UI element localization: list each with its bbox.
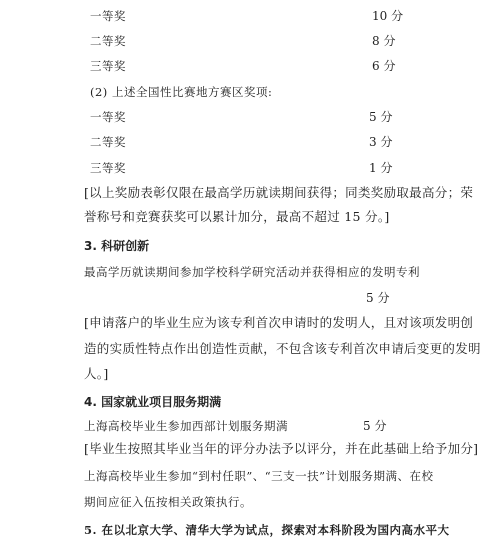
national-award-points: 8 分	[372, 34, 396, 48]
section-4-points: 5 分	[363, 419, 387, 433]
national-award-label: 三等奖	[90, 59, 126, 73]
section-5-line: 5. 在以北京大学、清华大学为试点，探索对本科阶段为国内高水平大	[84, 523, 450, 537]
section-3-note-line: 造的实质性特点作出创造性贡献，不包含该专利首次申请后变更的发明	[84, 341, 481, 356]
section-3-heading: 3. 科研创新	[84, 239, 150, 253]
national-award-label: 二等奖	[90, 34, 126, 48]
regional-award-label: 三等奖	[90, 161, 126, 175]
section-3-body: 最高学历就读期间参加学校科学研究活动并获得相应的发明专利	[84, 265, 420, 279]
national-award-label: 一等奖	[90, 9, 126, 23]
regional-award-points: 5 分	[369, 110, 393, 124]
section-4-item: 上海高校毕业生参加西部计划服务期满	[84, 419, 288, 433]
section-4-note: [毕业生按照其毕业当年的评分办法予以评分，并在此基础上给予加分]	[84, 441, 479, 456]
section-3-note-line: [申请落户的毕业生应为该专利首次申请时的发明人，且对该项发明创	[84, 315, 474, 330]
national-award-points: 10 分	[372, 9, 404, 23]
regional-heading: (2) 上述全国性比赛地方赛区奖项:	[90, 85, 273, 99]
national-award-points: 6 分	[372, 59, 396, 73]
note-awards-line: [以上奖励表彰仅限在最高学历就读期间获得；同类奖励取最高分；荣	[84, 185, 474, 200]
regional-award-points: 1 分	[369, 161, 393, 175]
section-4-heading: 4. 国家就业项目服务期满	[84, 395, 222, 409]
section-3-points: 5 分	[366, 291, 390, 305]
regional-award-label: 一等奖	[90, 110, 126, 124]
section-4-body-line: 上海高校毕业生参加“到村任职”、“三支一扶”计划服务期满、在校	[84, 469, 434, 483]
regional-award-points: 3 分	[369, 135, 393, 149]
section-3-note-line: 人。]	[84, 366, 109, 381]
section-4-body-line: 期间应征入伍按相关政策执行。	[84, 495, 252, 509]
note-awards-line: 誉称号和竞赛获奖可以累计加分，最高不超过 15 分。]	[84, 209, 390, 224]
regional-award-label: 二等奖	[90, 135, 126, 149]
